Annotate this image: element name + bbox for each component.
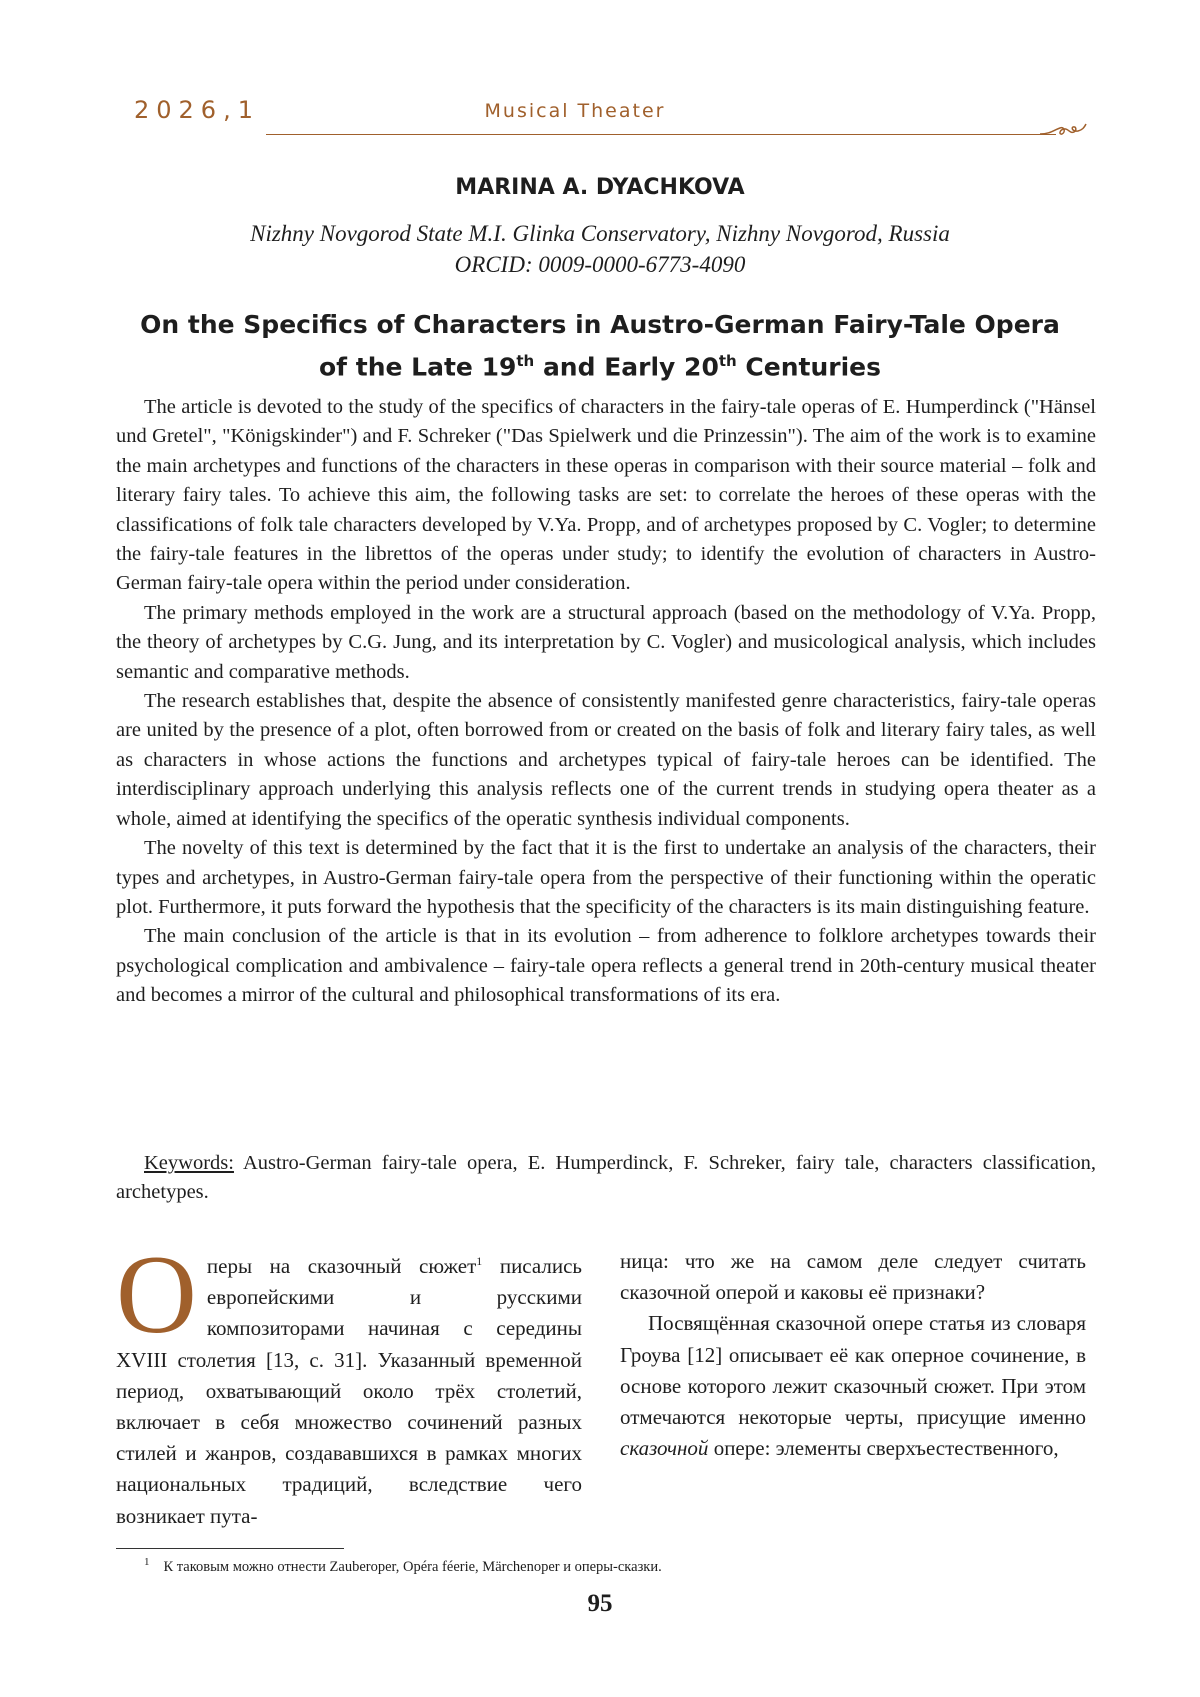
header-rule: [266, 134, 1056, 135]
footnote: $^1$ К таковым можно отнести Zauberoper, Opéra féerie, Märchenoper и оперы-сказки.: [144, 1556, 662, 1575]
keywords-label: Keywords:: [144, 1152, 234, 1174]
keywords: [116, 1149, 1096, 1207]
keywords-text: Austro-German fairy-tale opera, E. Humperdinck, F. Schreker, fairy tale, characters classification, archetypes.: [116, 1152, 1096, 1203]
article-title: [100, 307, 1100, 385]
title-line-2: of the Late 19th and Early 20th Centuries: [319, 352, 881, 382]
footnote-rule: [116, 1548, 344, 1549]
body-paragraph: Оперы на сказочный сюжет$^1$ писались европейскими и русскими композиторами начиная с середины XVIII столетия [13, с. 31]. Указанный временной период, охватывающий около трёх столетий, включает в себя множество сочинений разных стилей и жанров, создававшихся в рамках многих национальных традиций, вследствие чего возникает пута-: [116, 1233, 582, 1528]
body-paragraph-continued: ница: что же на самом деле следует считать сказочной оперой и каковы её признаки?: [620, 1249, 1086, 1305]
orcid: ORCID: 0009-0000-6773-4090: [454, 252, 746, 277]
abstract-paragraph: The main conclusion of the article is that in its evolution – from adherence to folklore archetypes towards their psychological complication and ambivalence – fairy-tale opera reflects a general trend in 20th-century musical theater and becomes a mirror of the cultural and philosophical transformations of its era.: [116, 925, 1096, 1007]
drop-cap: О: [116, 1233, 197, 1357]
abstract-paragraph: The research establishes that, despite the absence of consistently manifested genre characteristics, fairy-tale operas are united by the presence of a plot, often borrowed from or created on the basis of folk and literary fairy tales, as well as characters in whose actions the functions and archetypes typical of fairy-tale heroes can be identified. The interdisciplinary approach underlying this analysis reflects one of the current trends in studying opera theater as a whole, aimed at identifying the specifics of the operatic synthesis individual components.: [116, 690, 1096, 830]
author-name: MARINA A. DYACHKOVA: [455, 175, 745, 200]
section-title: Musical Theater: [484, 100, 666, 122]
flourish-ornament-icon: [1040, 114, 1090, 142]
running-header: [0, 0, 1200, 150]
body-column-right: [620, 1246, 1086, 1464]
abstract-paragraph: The novelty of this text is determined by the fact that it is the first to undertake an analysis of the characters, their types and archetypes, in Austro-German fairy-tale opera from the perspective of their functioning within the operatic plot. Furthermore, it puts forward the hypothesis that the specificity of the characters is its main distinguishing feature.: [116, 837, 1096, 918]
body-paragraph: Посвящённая сказочной опере статья из словаря Гроува [12] описывает её как оперное сочинение, в основе которого лежит сказочный сюжет. При этом отмечаются некоторые черты, присущие именно сказочной опере: элементы сверхъестественного,: [620, 1311, 1086, 1461]
abstract-paragraph: The primary methods employed in the work are a structural approach (based on the methodology of V.Ya. Propp, the theory of archetypes by C.G. Jung, and its interpretation by C. Vogler) and musicological analysis, which includes semantic and comparative methods.: [116, 601, 1096, 683]
abstract-paragraph: The article is devoted to the study of the specifics of characters in the fairy-tale operas of E. Humperdinck ("Hänsel und Gretel", "Königskinder") and F. Schreker ("Das Spielwerk und die Prinzessin"). The aim of the work is to examine the main archetypes and functions of the characters in these operas in comparison with their source material – folk and literary fairy tales. To achieve this aim, the following tasks are set: to correlate the heroes of these operas with the classifications of folk tale characters developed by V.Ya. Propp, and of archetypes proposed by C. Vogler; to determine the fairy-tale features in the librettos of the operas under study; to identify the evolution of characters in Austro-German fairy-tale opera within the period under consideration.: [116, 396, 1096, 595]
abstract: [116, 393, 1096, 1011]
page-number: 95: [587, 1590, 613, 1617]
affiliation: Nizhny Novgorod State M.I. Glinka Conservatory, Nizhny Novgorod, Russia: [250, 221, 950, 246]
issue-number: 2026,1: [134, 96, 260, 124]
footnote-mark: 1: [476, 1254, 483, 1268]
body-column-left: [116, 1233, 582, 1532]
title-line-1: On the Specifics of Characters in Austro-German Fairy-Tale Opera: [140, 310, 1060, 339]
